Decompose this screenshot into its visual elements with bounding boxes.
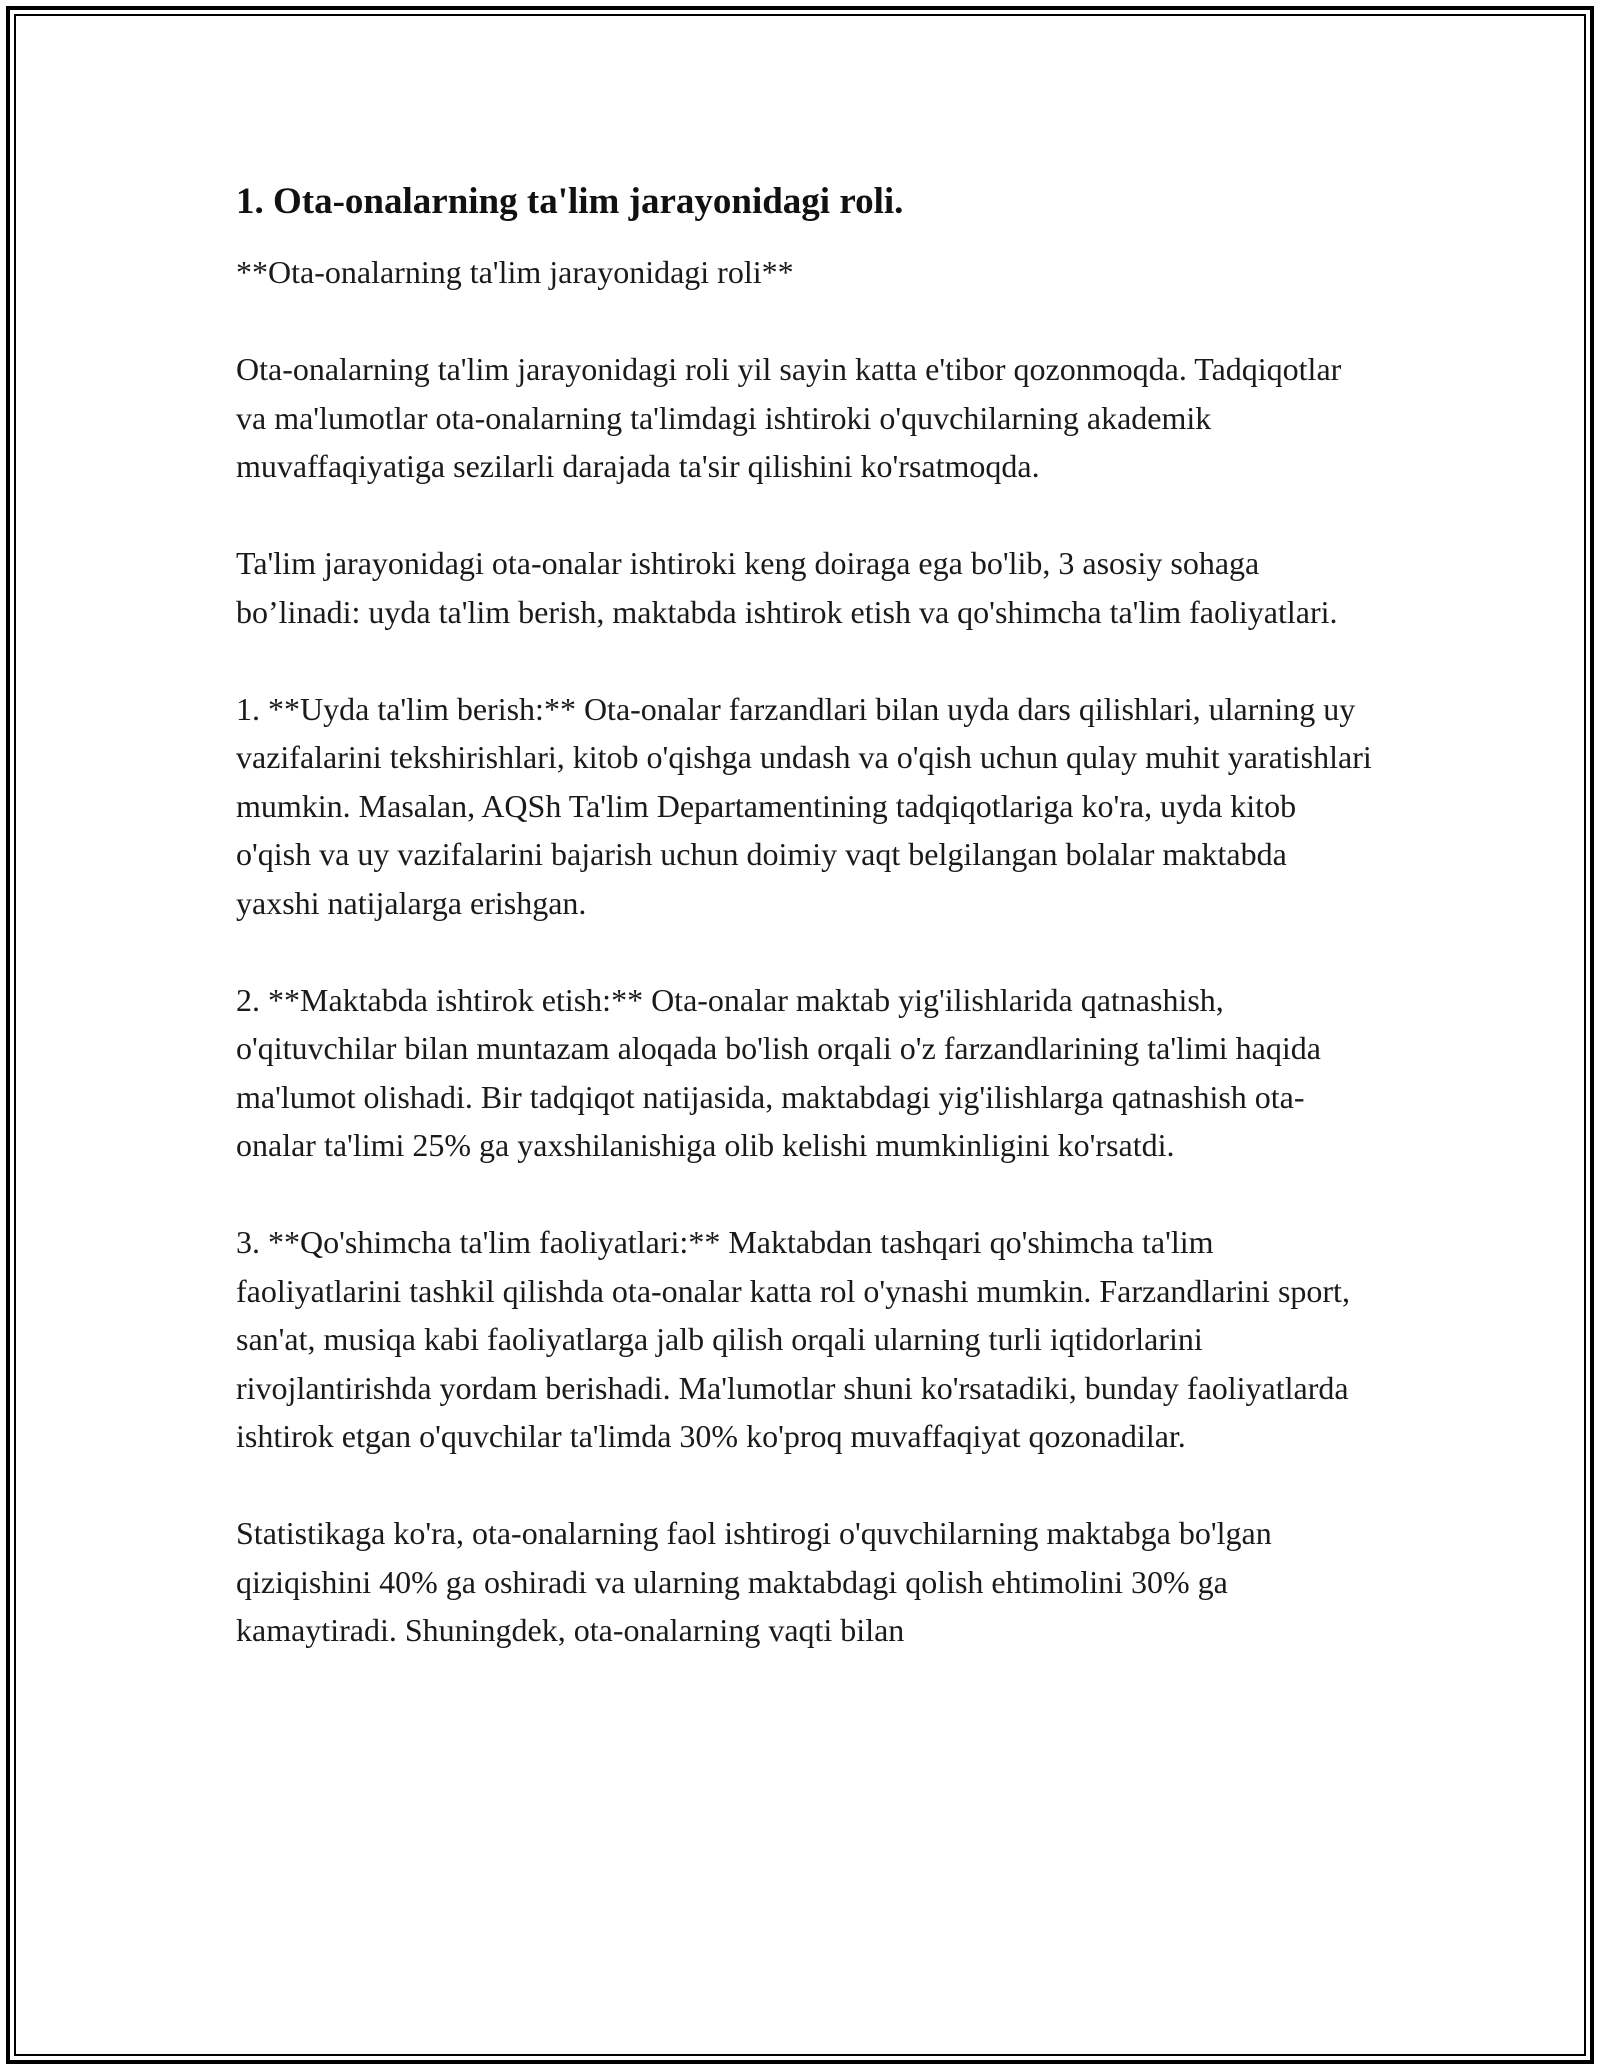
paragraph-intro: Ota-onalarning ta'lim jarayonidagi roli yil sayin katta e'tibor qozonmoqda. Tadqiqotlar va ma'lumotlar ota-onalarning ta'limdagi ishtiroki o'quvchilarning akademik muvaffaqiyatiga sezilarli darajada ta'sir qilishini ko'rsatmoqda. <box>236 351 1342 485</box>
document-title: 1. Ota-onalarning ta'lim jarayonidagi roli. <box>236 181 904 222</box>
paragraph-areas: Ta'lim jarayonidagi ota-onalar ishtiroki keng doiraga ega bo'lib, 3 asosiy sohaga bo’linadi: uyda ta'lim berish, maktabda ishtirok etish va qo'shimcha ta'lim faoliyatlari. <box>236 545 1338 630</box>
paragraph-school-participation: 2. **Maktabda ishtirok etish:** Ota-onalar maktab yig'ilishlarida qatnashish, o'qituvchilar bilan muntazam aloqada bo'lish orqali o'z farzandlarining ta'limi haqida ma'lumot olishadi. Bir tadqiqot natijasida, maktabdagi yig'ilishlarga qatnashish ota-onalar ta'limi 25% ga yaxshilanishiga olib kelishi mumkinligini ko'rsatdi. <box>236 981 1321 1164</box>
document-body <box>236 178 1376 1655</box>
paragraph-statistics: Statistikaga ko'ra, ota-onalarning faol ishtirogi o'quvchilarning maktabga bo'lgan qiziqishini 40% ga oshiradi va ularning maktabdagi qolish ehtimolini 30% ga kamaytiradi. Shuningdek, ota-onalarning vaqti bilan <box>236 1515 1272 1649</box>
paragraph-extra-activities: 3. **Qo'shimcha ta'lim faoliyatlari:** Maktabdan tashqari qo'shimcha ta'lim faoliyatlarini tashkil qilishda ota-onalar katta rol o'ynashi mumkin. Farzandlarini sport, san'at, musiqa kabi faoliyatlarga jalb qilish orqali ularning turli iqtidorlarini rivojlantirishda yordam berishadi. Ma'lumotlar shuni ko'rsatadiki, bunday faoliyatlarda ishtirok etgan o'quvchilar ta'limda 30% ko'proq muvaffaqiyat qozonadilar. <box>236 1224 1350 1455</box>
paragraph-home-education: 1. **Uyda ta'lim berish:** Ota-onalar farzandlari bilan uyda dars qilishlari, ularning uy vazifalarini tekshirishlari, kitob o'qishga undash va o'qish uchun qulay muhit yaratishlari mumkin. Masalan, AQSh Ta'lim Departamentining tadqiqotlariga ko'ra, uyda kitob o'qish va uy vazifalarini bajarish uchun doimiy vaqt belgilangan bolalar maktabda yaxshi natijalarga erishgan. <box>236 690 1372 921</box>
document-subtitle: **Ota-onalarning ta'lim jarayonidagi roli** <box>236 254 794 291</box>
